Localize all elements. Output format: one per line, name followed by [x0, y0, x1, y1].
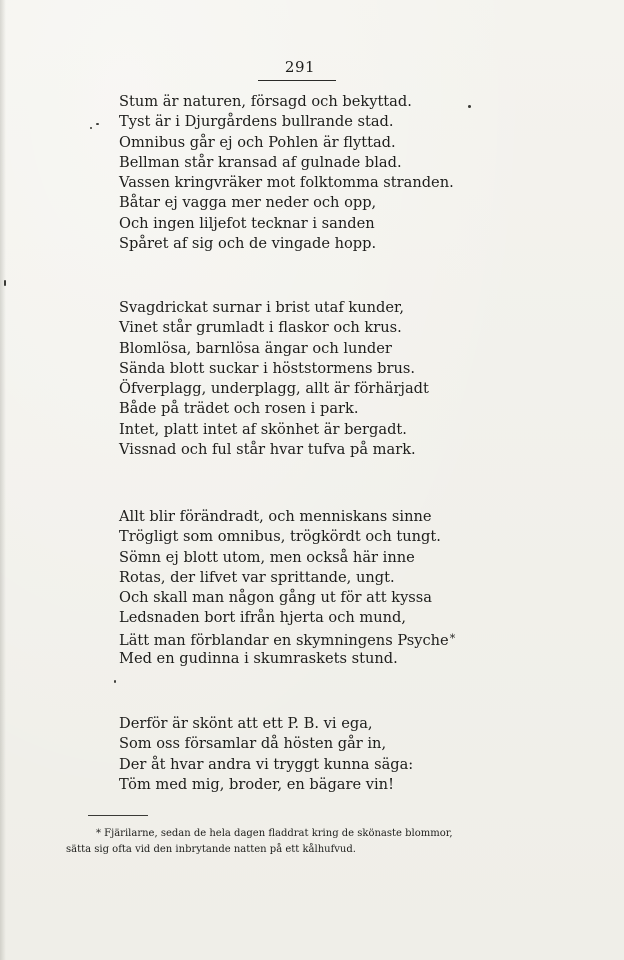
poem-line: Vissnad och ful står hvar tufva på mark. [119, 441, 416, 459]
stanza-1 [119, 92, 499, 254]
footnote [66, 826, 586, 858]
stanza-3 [119, 507, 499, 669]
footnote-marker: * [449, 631, 456, 645]
poem-line: Sända blott suckar i höststormens brus. [119, 359, 415, 377]
poem-line: Tyst är i Djurgårdens bullrande stad. [119, 113, 394, 131]
poem-line: Vassen kringvräker mot folktomma stranden. [119, 174, 454, 192]
ink-speck [468, 105, 471, 108]
poem-line: Trögligt som omnibus, trögkördt och tungt. [119, 528, 441, 546]
ink-speck [4, 280, 6, 286]
poem-line-text: Lätt man förblandar en skymningens Psyche [119, 631, 449, 649]
page-edge-shadow [0, 0, 6, 960]
stanza-2 [119, 298, 499, 460]
ink-speck [114, 680, 116, 683]
poem-line: Intet, platt intet af skönhet är bergadt. [119, 420, 407, 438]
poem-line: Derför är skönt att ett P. B. vi ega, [119, 715, 373, 732]
poem-line: Med en gudinna i skumraskets stund. [119, 650, 398, 668]
page-number-rule [258, 80, 336, 81]
ink-speck [90, 127, 92, 129]
footnote-line: sätta sig ofta vid den inbrytande natten på ett kålhufvud. [66, 844, 356, 855]
page-number: 291 [284, 58, 316, 76]
poem-line: Svagdrickat surnar i brist utaf kunder, [119, 299, 404, 316]
poem-line: Stum är naturen, försagd och bekyttad. [119, 93, 412, 110]
poem-line: Sömn ej blott utom, men också här inne [119, 548, 415, 566]
poem-line: Öfverplagg, underplagg, allt är förhärjadt [119, 380, 429, 398]
stanza-4 [119, 714, 499, 795]
poem-line: Både på trädet och rosen i park. [119, 400, 359, 418]
poem-line: Spåret af sig och de vingade hopp. [119, 235, 377, 253]
poem-line: Som oss församlar då hösten går in, [119, 735, 387, 753]
poem-line: Allt blir förändradt, och menniskans sinne [119, 508, 432, 525]
poem-line: Ledsnaden bort ifrån hjerta och mund, [119, 609, 407, 627]
poem-line: Båtar ej vagga mer neder och opp, [119, 194, 377, 212]
footnote-rule [88, 815, 148, 816]
poem-line: Rotas, der lifvet var sprittande, ungt. [119, 568, 395, 586]
ink-speck [96, 123, 99, 125]
poem-line: Och ingen liljefot tecknar i sanden [119, 214, 375, 232]
poem-line-with-footnote [119, 629, 499, 649]
poem-line: Bellman står kransad af gulnade blad. [119, 153, 402, 171]
footnote-line: * Fjärilarne, sedan de hela dagen fladdrat kring de skönaste blommor, [96, 828, 453, 839]
poem-line: Omnibus går ej och Pohlen är flyttad. [119, 133, 396, 151]
poem-line: Der åt hvar andra vi tryggt kunna säga: [119, 755, 414, 773]
poem-line: Töm med mig, broder, en bägare vin! [119, 775, 394, 793]
poem-line: Vinet står grumladt i flaskor och krus. [119, 319, 402, 337]
poem-line: Blomlösa, barnlösa ängar och lunder [119, 339, 392, 357]
poem-line: Och skall man någon gång ut för att kyssa [119, 589, 432, 607]
